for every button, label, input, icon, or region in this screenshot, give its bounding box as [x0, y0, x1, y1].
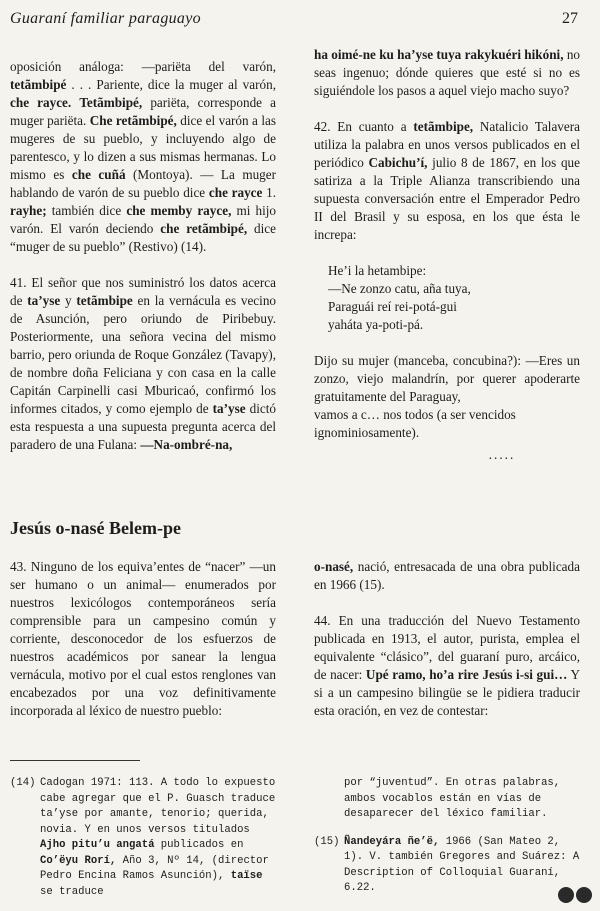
left-column-bottom — [10, 558, 276, 720]
paragraph-44: 44. En una traducción del Nuevo Testamento publicada en 1913, el autor, purista, emplea el equivalente “clásico”, del guaraní puro, arcáico, de nacer: Upé ramo, ho’a rire Jesús i-si gui… Y si a un campesino bilingüe se le pidiera traducir esta oración, en vez de contestar: — [314, 613, 580, 718]
bold-term: che rayce — [208, 185, 263, 200]
bold-term: ha oimé-ne ku ha’yse tuya rakykuéri hikóni, — [314, 47, 564, 62]
bold-term: Co’ëyu Rorí, — [40, 854, 117, 867]
bold-term: o-nasé, — [314, 559, 354, 574]
bold-term: che rayce. — [10, 95, 72, 110]
verse-translation-end: vamos a c… nos todos (a ser vencidos ignominiosamente). — [314, 407, 516, 440]
bold-term: Ñandeyára ñe’ë, — [344, 835, 440, 848]
section-heading: Jesús o-nasé Belem-pe — [10, 518, 181, 538]
right-column-top — [314, 46, 580, 464]
bold-term: Tetãmbipé, — [79, 95, 143, 110]
footnote-number: (15) — [314, 835, 340, 848]
footnote-rule — [10, 760, 140, 761]
bold-term: tetãmbipé — [10, 77, 67, 92]
bold-term: Che retãmbipé, — [89, 113, 177, 128]
page-corner-mark — [558, 887, 574, 903]
left-column-top — [10, 58, 276, 454]
footnote-15 — [314, 835, 584, 897]
bold-term: rayhe; — [10, 203, 47, 218]
paragraph-41-continued: ha oimé-ne ku ha’yse tuya rakykuéri hikóni, no seas ingenuo; dónde quieres que esté si no es siguiéndole los pasos a aquel viejo macho suyo? — [314, 47, 580, 98]
bold-term: che retãmbipé, — [160, 221, 248, 236]
verse-line: He’i la hetambipe: — [328, 263, 427, 278]
footnote-number: (14) — [10, 777, 36, 789]
bold-term: taïse — [230, 870, 263, 882]
bold-term: che cuñá — [71, 167, 126, 182]
verse-line: —Ne zonzo catu, aña tuya, — [328, 281, 471, 296]
footnote-text: Cadogan 1971: 113. A todo lo expuesto cabe agregar que el P. Guasch traduce ta’yse por amante, tenorio; querida, novia. Y en unos versos titulados Ajho pitu’u angatá publicados en Co’ëyu Rorí, Año 3, Nº 14, (director Pedro Encina Ramos Asunción), taïse se traduce — [40, 777, 276, 898]
bold-term: ta’yse — [27, 293, 61, 308]
bold-term: Upé ramo, ho’a rire Jesús i-si gui… — [365, 667, 568, 682]
paragraph-40-continued: oposición análoga: —pariëta del varón, tetãmbipé . . . Pariente, dice la muger al varón, che rayce. Tetãmbipé, pariëta, corresponde a muger pariëta. Che retãmbipé, dice el varón a las mugeres de su pueblo, y incluyendo algo de parentesco, y lo dizen a sus mismas hermanas. Lo mismo es che cuñá (Montoya). — La muger hablando de varón de su pueblo dice che rayce 1. rayhe; también dice che memby rayce, mi hijo varón. El varón deciendo che retãmbipé, dice “muger de su pueblo” (Restivo) (14). — [10, 59, 277, 254]
paragraph-43-continued: o-nasé, nació, entresacada de una obra publicada en 1966 (15). — [314, 559, 580, 592]
paragraph-41: 41. El señor que nos suministró los datos acerca de ta’yse y tetãmbipe en la vernácula es vecino de Asunción, pero oriundo de Piribebuy. Posteriormente, una señora vecina del mismo barrio, pero oriunda de Roque González (Tavapy), de nombre doña Feliciana y con casa en la calle Capitán Carpinelli casi Mburicaó, confirmó los informes citados, y como ejemplo de ta’yse dictó esta respuesta a una supuesta pregunta acerca del paradero de una Fulana: —Na-ombré-na, — [10, 275, 277, 452]
verse-block — [328, 262, 580, 334]
paragraph-43: 43. Ninguno de los equiva’entes de “nacer” —un ser humano o un animal— enumerados por nuestros lexicólogos contemporáneos sería comprensible para un campesino común y corriente, desconocedor de los esfuerzos de nuestros académicos por sanear la lengua vernácula, motivo por el cual estos renglones van encabezados por una voz definitivamente incorporada al léxico de nuestro pueblo: — [10, 559, 276, 718]
footnote-text: Ñandeyára ñe’ë, 1966 (San Mateo 2, 1). V. también Gregores and Suárez: A Description of Colloquial Guaraní, 6.22. — [344, 835, 580, 894]
verse-line: yaháta ya-poti-pá. — [328, 317, 424, 332]
running-title: Guaraní familiar paraguayo — [10, 10, 201, 27]
bold-term: Cabichu’í, — [368, 155, 428, 170]
bold-term: che memby rayce, — [126, 203, 232, 218]
bold-term: ta’yse — [212, 401, 246, 416]
bold-term: Ajho pitu’u angatá — [40, 839, 155, 851]
bold-term: —Na-ombré-na, — [140, 437, 233, 452]
page-number: 27 — [562, 10, 578, 27]
footnotes-right — [314, 776, 584, 897]
right-column-bottom — [314, 558, 580, 720]
paragraph-42: 42. En cuanto a tetãmbipe, Natalicio Talavera utiliza la palabra en unos versos publicados en el periódico Cabichu’í, julio 8 de 1867, en los que satiriza a la Triple Alianza transcribiendo una supuesta conversación entre el Emperador Pedro II del Brasil y su esposa, en los que ésta le increpa: — [314, 119, 581, 242]
footnote-14 — [10, 776, 278, 900]
bold-term: tetãmbipe — [76, 293, 133, 308]
verse-line: Paraguái reí rei-potá-gui — [328, 299, 457, 314]
footnote-14-continued: por “juventud”. En otras palabras, ambos vocablos están en vías de desaparecer del léxico familiar. — [344, 777, 561, 820]
page-corner-mark — [576, 887, 592, 903]
ellipsis-dots: ..... — [488, 447, 516, 462]
verse-translation: Dijo su mujer (manceba, concubina?): —Eres un zonzo, viejo malandrín, por querer apoderarte gratuitamente del Paraguay, — [314, 353, 580, 404]
bold-term: tetãmbipe, — [413, 119, 474, 134]
